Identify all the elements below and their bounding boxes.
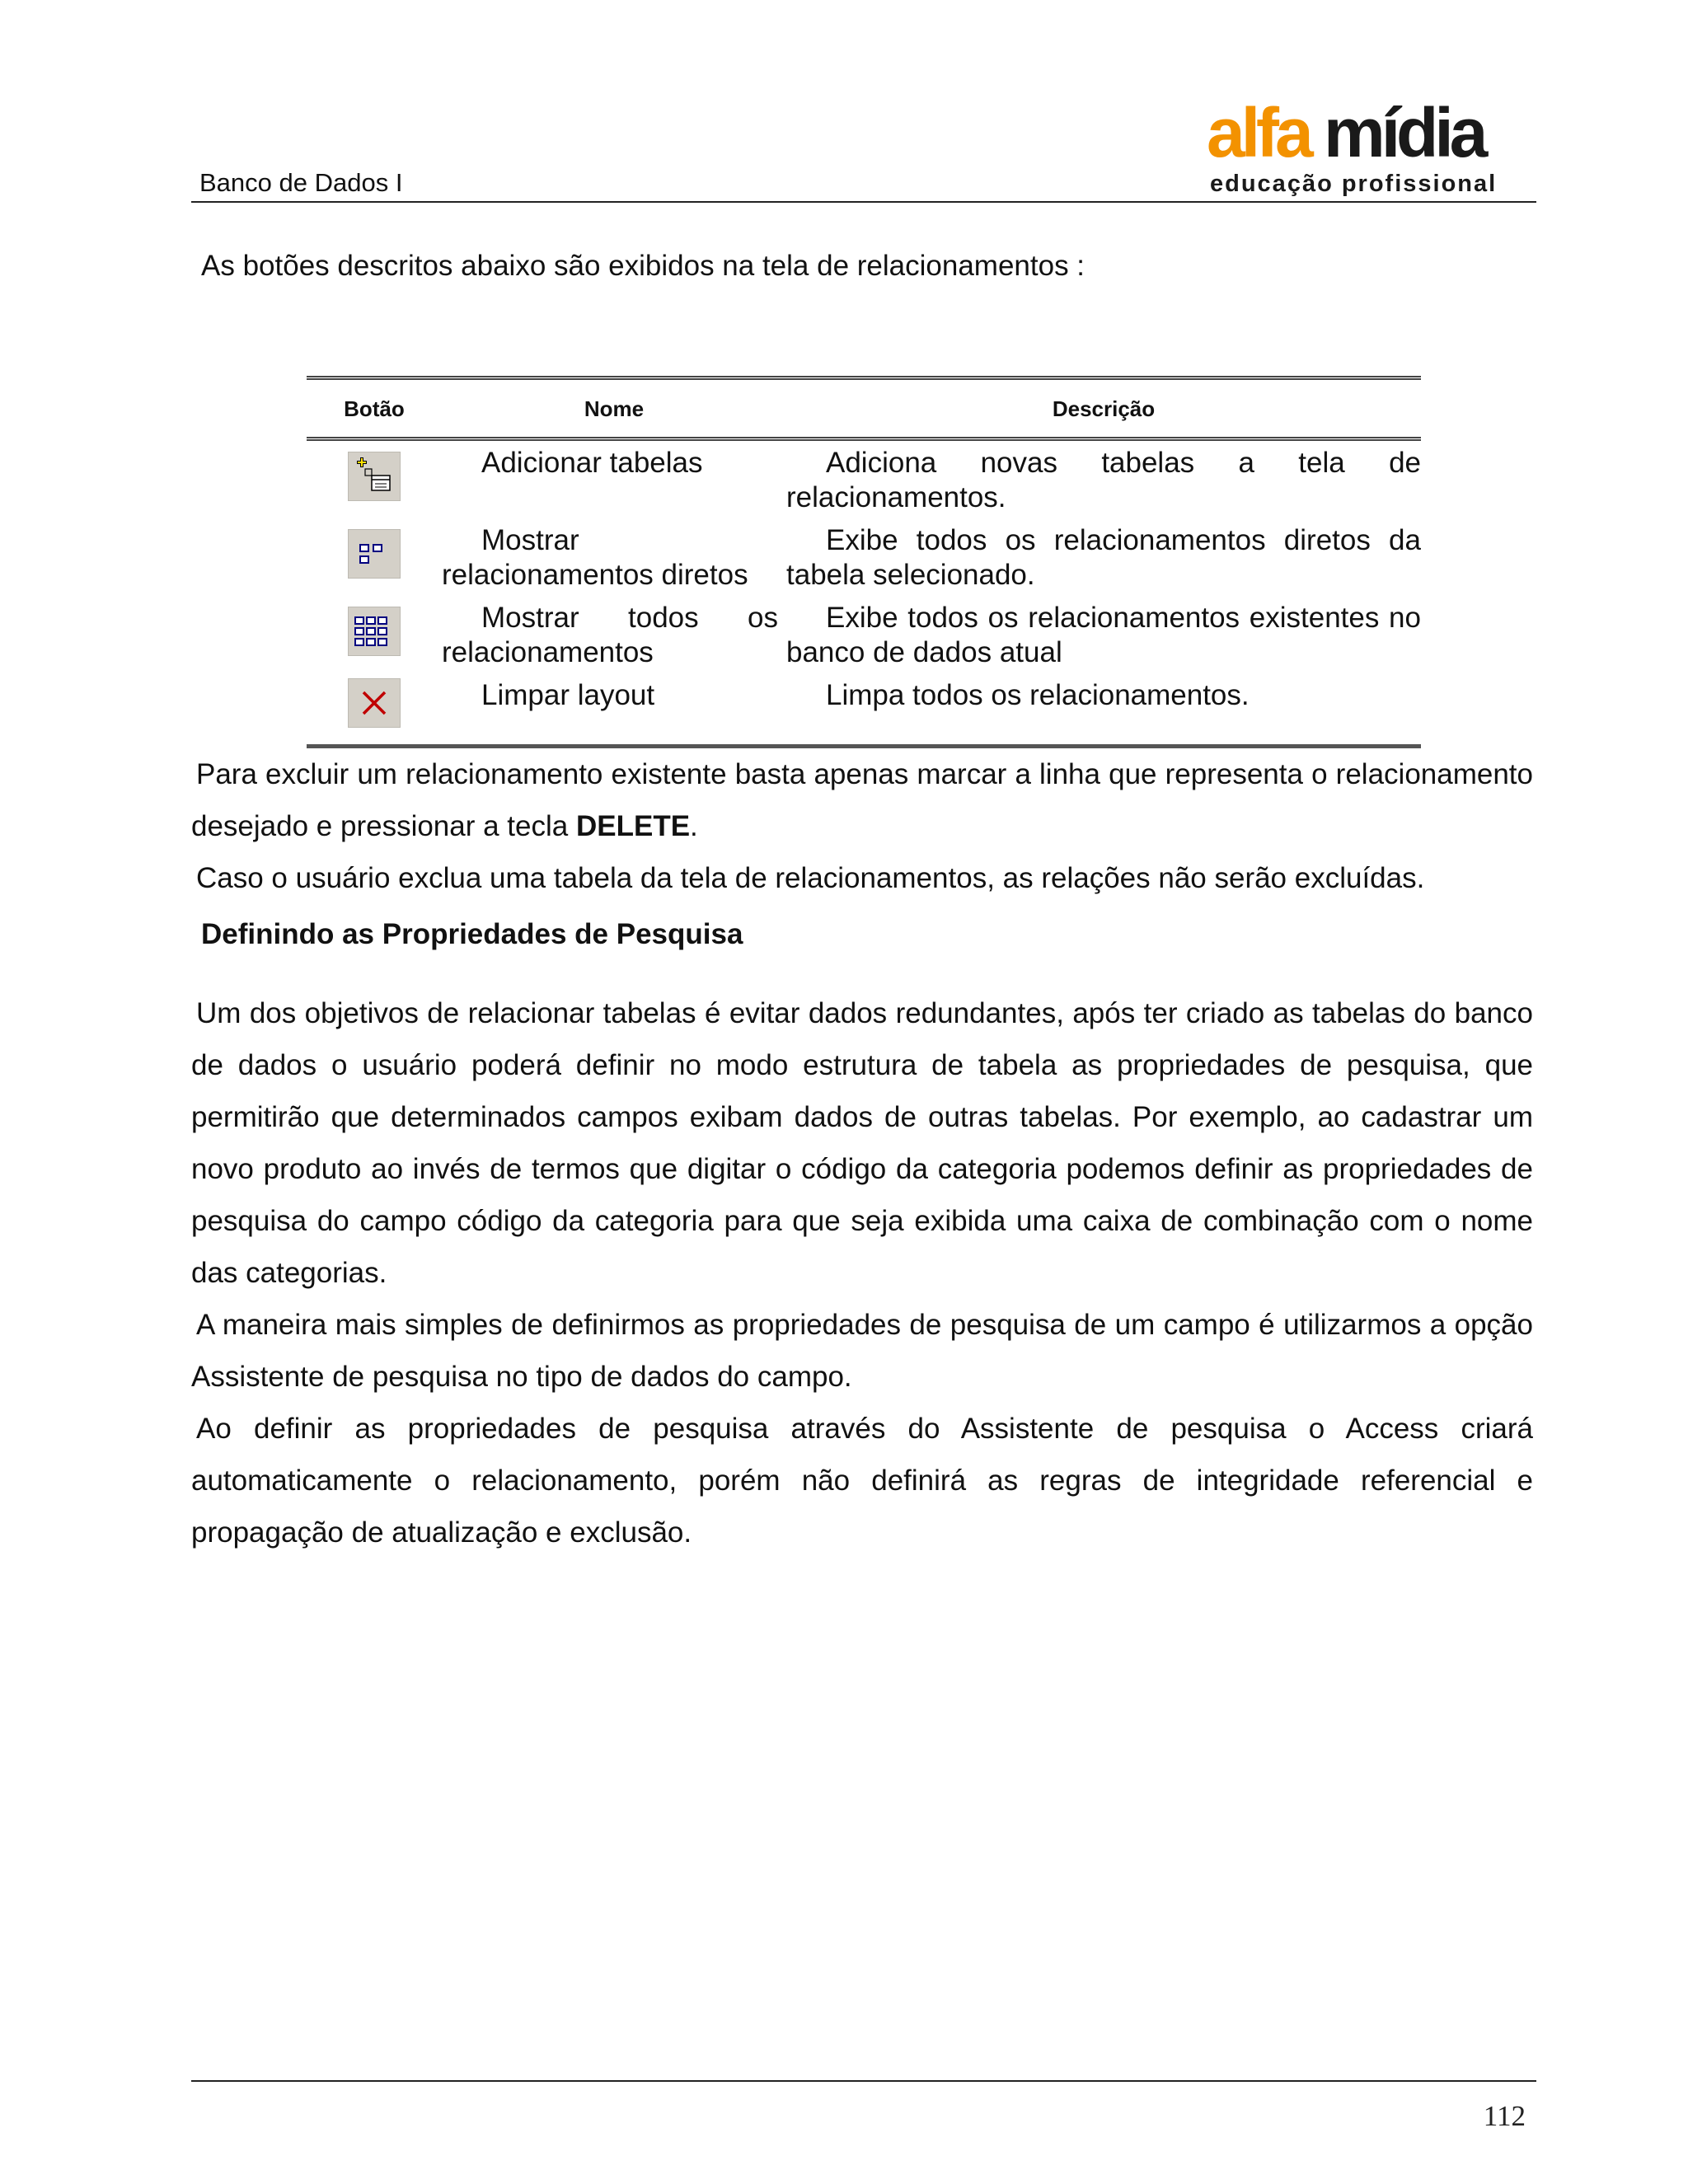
page-content bbox=[191, 247, 1533, 1558]
svg-text:alfa: alfa bbox=[1207, 99, 1310, 171]
button-description: Adiciona novas tabelas a tela de relacionamentos. bbox=[786, 446, 1421, 513]
table-row bbox=[307, 673, 1421, 747]
header-description: Descrição bbox=[786, 377, 1421, 438]
button-cell bbox=[307, 596, 442, 673]
intro-text: As botões descritos abaixo são exibidos na tela de relacionamentos : bbox=[201, 250, 1085, 282]
svg-text:educação profissional: educação profissional bbox=[1210, 171, 1498, 197]
button-name: Limpar layout bbox=[442, 673, 786, 747]
button-name: Adicionar tabelas bbox=[481, 446, 703, 479]
show-direct-relationships-icon bbox=[348, 529, 401, 579]
objectives-paragraph: Um dos objetivos de relacionar tabelas é evitar dados redundantes, após ter criado as tabelas do banco de dados o usuário poderá definir no modo estrutura de tabela as propriedades de pesquisa, que permitirão que determinados campos exibam dados de outras tabelas. Por exemplo, ao cadastrar um novo produto ao invés de termos que digitar o código da categoria podemos definir as propriedades de pesquisa do campo código da categoria para que seja exibida uma caixa de combinação com o nome das categorias. bbox=[191, 997, 1533, 1289]
table-row bbox=[307, 438, 1421, 518]
table-header-row bbox=[307, 377, 1421, 438]
button-description: Limpa todos os relacionamentos. bbox=[786, 673, 1421, 747]
page-header bbox=[191, 91, 1536, 203]
add-table-icon bbox=[348, 452, 401, 501]
delete-relationship-paragraph: Para excluir um relacionamento existente basta apenas marcar a linha que representa o relacionamento desejado e pressionar a tecla DELETE. bbox=[191, 757, 1533, 842]
button-name: Mostrar todos os relacionamentos bbox=[442, 601, 778, 668]
relationship-buttons-table bbox=[307, 376, 1421, 748]
delete-key: DELETE bbox=[575, 809, 691, 842]
show-all-relationships-icon bbox=[348, 607, 401, 656]
table-row bbox=[307, 596, 1421, 673]
table-row bbox=[307, 518, 1421, 596]
section-title: Definindo as Propriedades de Pesquisa bbox=[201, 917, 743, 950]
footer-rule bbox=[191, 2080, 1536, 2082]
page-number: 112 bbox=[1483, 2100, 1526, 2132]
document-title: Banco de Dados I bbox=[199, 168, 403, 197]
clear-layout-icon bbox=[348, 678, 401, 728]
button-description: Exibe todos os relacionamentos diretos da tabela selecionado. bbox=[786, 523, 1421, 591]
table-delete-paragraph: Caso o usuário exclua uma tabela da tela de relacionamentos, as relações não serão excluídas. bbox=[196, 861, 1425, 894]
header-button: Botão bbox=[307, 377, 442, 438]
button-cell bbox=[307, 673, 442, 747]
simplest-way-paragraph: A maneira mais simples de definirmos as propriedades de pesquisa de um campo é utilizarmos a opção Assistente de pesquisa no tipo de dados do campo. bbox=[191, 1309, 1533, 1393]
alfamidia-logo bbox=[1207, 99, 1528, 198]
wizard-paragraph: Ao definir as propriedades de pesquisa através do Assistente de pesquisa o Access criará automaticamente o relacionamento, porém não definirá as regras de integridade referencial e propagação de atualização e exclusão. bbox=[191, 1413, 1533, 1549]
button-name: Mostrar relacionamentos diretos bbox=[442, 523, 748, 591]
header-name: Nome bbox=[442, 377, 786, 438]
button-description: Exibe todos os relacionamentos existentes no banco de dados atual bbox=[786, 601, 1421, 668]
button-cell bbox=[307, 438, 442, 518]
svg-text:mídia: mídia bbox=[1324, 99, 1484, 171]
button-cell bbox=[307, 518, 442, 596]
